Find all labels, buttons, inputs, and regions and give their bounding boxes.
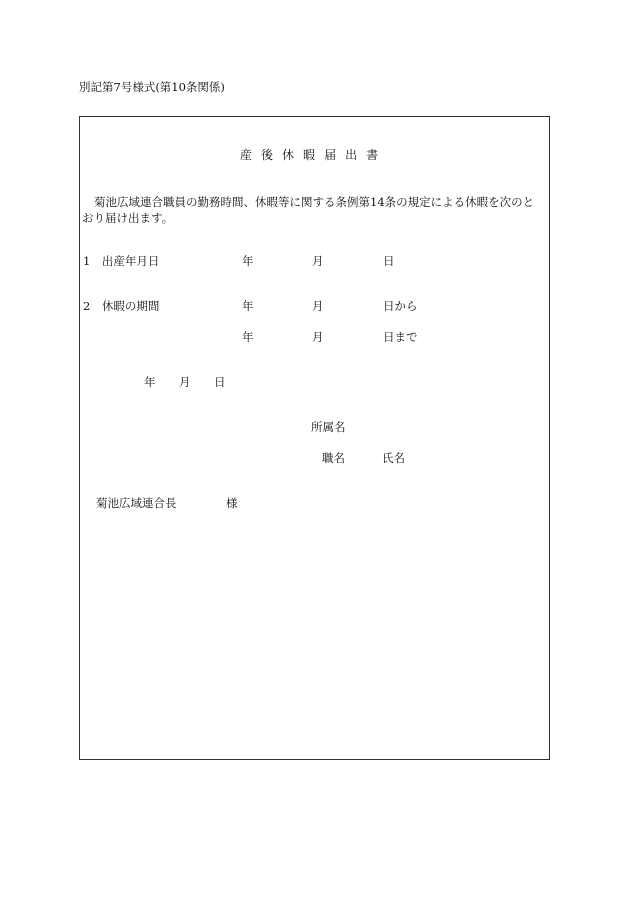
intro-line-2: おり届け出ます。 <box>82 211 174 225</box>
title-char: 書 <box>366 148 379 162</box>
honorific: 様 <box>226 496 238 510</box>
title-char: 届 <box>324 148 337 162</box>
item2-to-year: 年 <box>242 330 254 344</box>
intro-paragraph <box>82 194 550 226</box>
item2-from-year: 年 <box>242 299 254 313</box>
item2-from-month: 月 <box>312 299 324 313</box>
addressee: 菊池広域連合長 <box>96 496 177 510</box>
date-month: 月 <box>179 375 191 389</box>
name-label: 氏名 <box>382 451 405 465</box>
title-char: 後 <box>261 148 274 162</box>
affiliation-label: 所属名 <box>311 420 346 434</box>
title-char: 休 <box>282 148 295 162</box>
form-title <box>240 149 378 162</box>
position-label: 職名 <box>322 451 345 465</box>
item2-label: 2 休暇の期間 <box>83 299 160 313</box>
intro-line-1: 菊池広域連合職員の勤務時間、休暇等に関する条例第14条の規定による休暇を次のと <box>94 195 535 209</box>
item1-label: 1 出産年月日 <box>83 254 160 268</box>
item2-from-day: 日から <box>383 299 418 313</box>
title-char: 出 <box>345 148 358 162</box>
title-char: 暇 <box>303 148 316 162</box>
title-char: 産 <box>240 148 253 162</box>
item2-to-month: 月 <box>312 330 324 344</box>
date-day: 日 <box>214 375 226 389</box>
item1-year: 年 <box>242 254 254 268</box>
item1-month: 月 <box>312 254 324 268</box>
form-number-label: 別記第7号様式(第10条関係) <box>79 80 225 94</box>
item1-day: 日 <box>383 254 395 268</box>
date-year: 年 <box>144 375 156 389</box>
item2-to-day: 日まで <box>383 330 418 344</box>
